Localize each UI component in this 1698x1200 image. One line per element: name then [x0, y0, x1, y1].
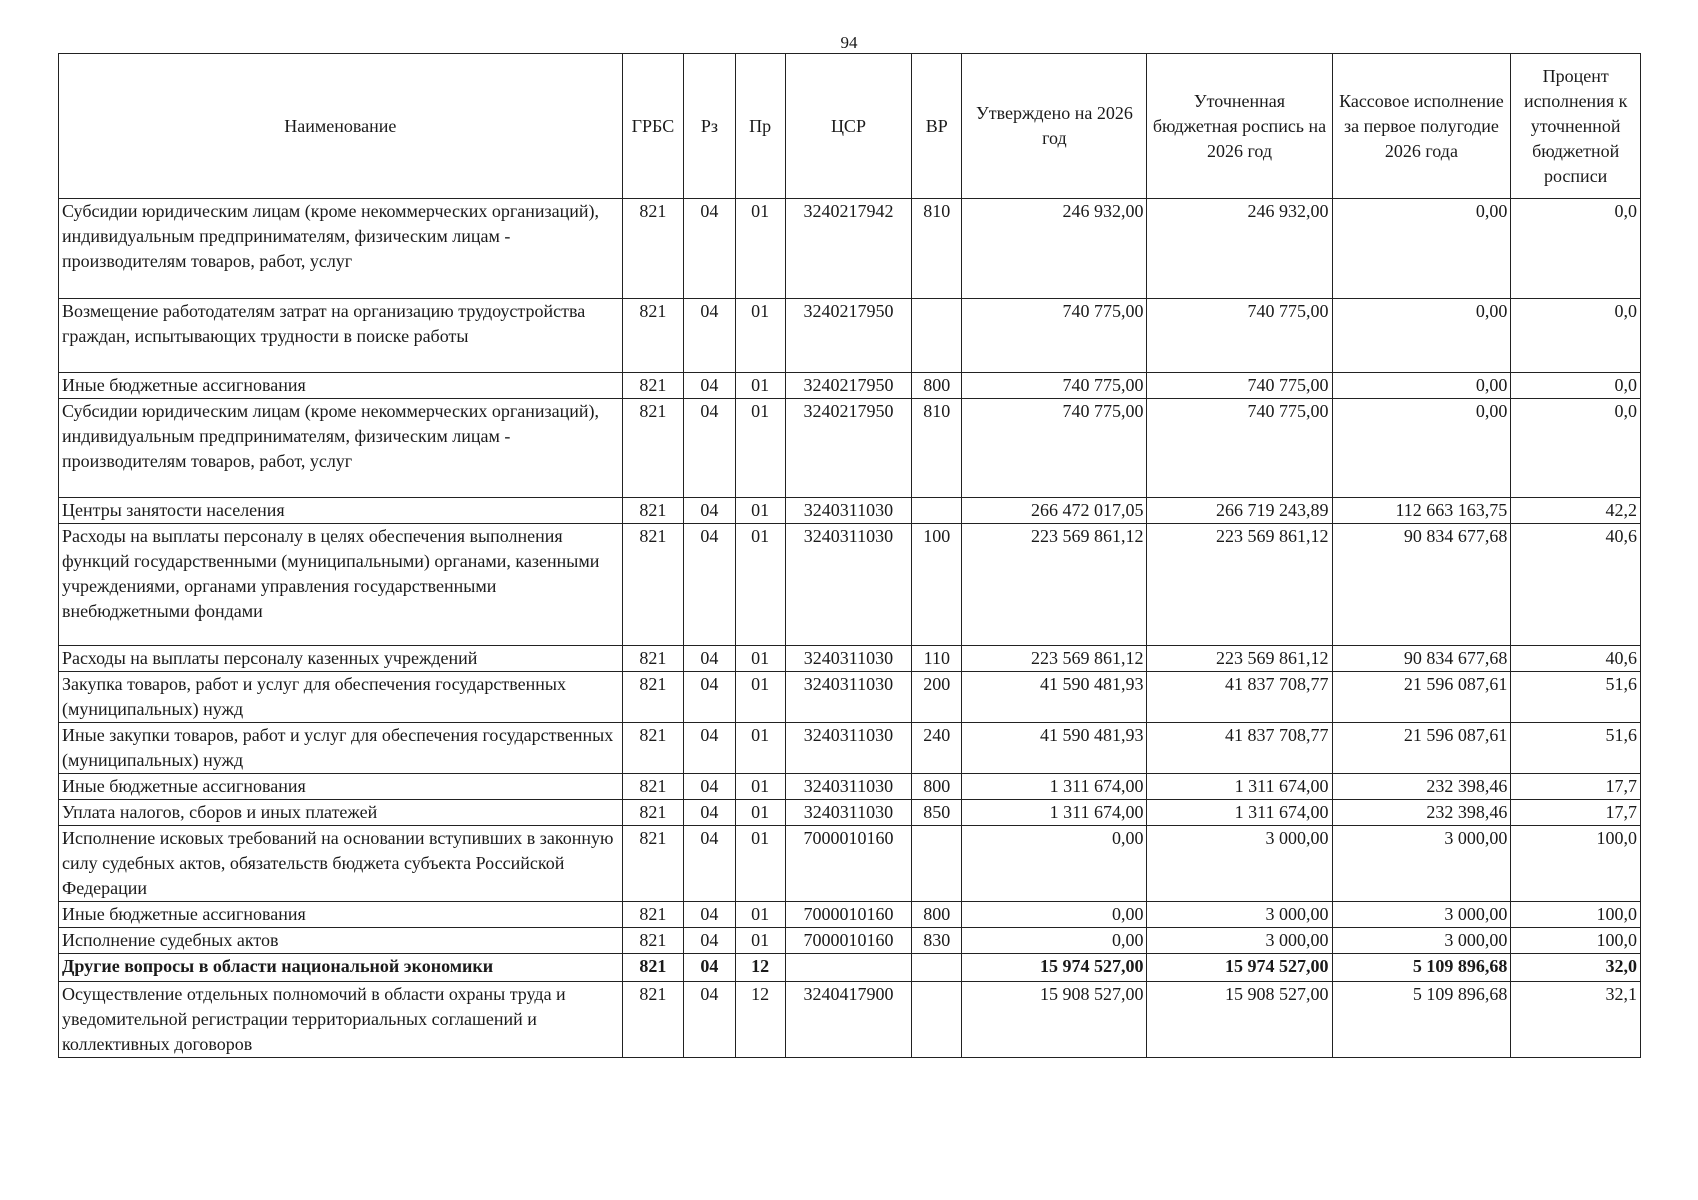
row-cash: 21 596 087,61: [1332, 723, 1511, 774]
page-number: 94: [840, 33, 858, 52]
row-refined: 740 775,00: [1147, 373, 1332, 399]
row-vr: 850: [912, 800, 962, 826]
row-csr: 7000010160: [785, 928, 912, 954]
header-name: Наименование: [59, 54, 623, 199]
row-approved: 0,00: [962, 928, 1147, 954]
row-grbs: 821: [622, 826, 684, 902]
row-pr: 01: [735, 928, 785, 954]
row-refined: 3 000,00: [1147, 928, 1332, 954]
row-grbs: 821: [622, 982, 684, 1058]
header-pr: Пр: [735, 54, 785, 199]
row-csr: 7000010160: [785, 902, 912, 928]
table-row: [59, 646, 1641, 672]
row-refined: 223 569 861,12: [1147, 646, 1332, 672]
row-refined: 740 775,00: [1147, 399, 1332, 498]
row-csr: 3240217950: [785, 299, 912, 373]
row-pr: 01: [735, 299, 785, 373]
row-approved: 15 908 527,00: [962, 982, 1147, 1058]
row-refined: 740 775,00: [1147, 299, 1332, 373]
row-cash: 5 109 896,68: [1332, 954, 1511, 982]
row-refined: 1 311 674,00: [1147, 800, 1332, 826]
row-csr: 3240311030: [785, 498, 912, 524]
row-percent: 42,2: [1511, 498, 1641, 524]
row-cash: 3 000,00: [1332, 902, 1511, 928]
table-row: [59, 902, 1641, 928]
table-row: [59, 723, 1641, 774]
header-cash: Кассовое исполнение за первое полугодие 2026 года: [1332, 54, 1511, 199]
row-vr: [912, 299, 962, 373]
row-percent: 40,6: [1511, 646, 1641, 672]
table-row: [59, 928, 1641, 954]
row-vr: 800: [912, 774, 962, 800]
row-name: Уплата налогов, сборов и иных платежей: [59, 800, 623, 826]
row-grbs: 821: [622, 774, 684, 800]
row-pr: 01: [735, 826, 785, 902]
row-rz: 04: [684, 199, 735, 299]
row-name: Другие вопросы в области национальной экономики: [59, 954, 623, 982]
row-pr: 01: [735, 199, 785, 299]
row-pr: 12: [735, 982, 785, 1058]
row-rz: 04: [684, 524, 735, 646]
row-rz: 04: [684, 954, 735, 982]
row-csr: [785, 954, 912, 982]
row-name: Иные закупки товаров, работ и услуг для обеспечения государственных (муниципальных) нужд: [59, 723, 623, 774]
row-pr: 01: [735, 902, 785, 928]
row-grbs: 821: [622, 928, 684, 954]
row-cash: 0,00: [1332, 399, 1511, 498]
row-percent: 32,0: [1511, 954, 1641, 982]
row-grbs: 821: [622, 954, 684, 982]
row-name: Расходы на выплаты персоналу в целях обеспечения выполнения функций государственными (муниципальными) органами, казенными учреждениями, органами управления государственными внебюджетными фондами: [59, 524, 623, 646]
row-csr: 7000010160: [785, 826, 912, 902]
row-cash: 112 663 163,75: [1332, 498, 1511, 524]
row-percent: 40,6: [1511, 524, 1641, 646]
row-pr: 01: [735, 646, 785, 672]
row-name: Субсидии юридическим лицам (кроме некоммерческих организаций), индивидуальным предпринимателям, физическим лицам - производителям товаров, работ, услуг: [59, 399, 623, 498]
table-row: [59, 299, 1641, 373]
row-rz: 04: [684, 498, 735, 524]
row-cash: 90 834 677,68: [1332, 646, 1511, 672]
row-percent: 0,0: [1511, 373, 1641, 399]
row-pr: 01: [735, 774, 785, 800]
table-row: [59, 672, 1641, 723]
row-rz: 04: [684, 399, 735, 498]
row-approved: 1 311 674,00: [962, 800, 1147, 826]
table-row: [59, 800, 1641, 826]
row-name: Закупка товаров, работ и услуг для обеспечения государственных (муниципальных) нужд: [59, 672, 623, 723]
row-cash: 21 596 087,61: [1332, 672, 1511, 723]
row-grbs: 821: [622, 399, 684, 498]
row-grbs: 821: [622, 373, 684, 399]
row-pr: 12: [735, 954, 785, 982]
row-grbs: 821: [622, 902, 684, 928]
row-pr: 01: [735, 672, 785, 723]
row-pr: 01: [735, 373, 785, 399]
row-csr: 3240311030: [785, 774, 912, 800]
row-rz: 04: [684, 982, 735, 1058]
row-vr: [912, 826, 962, 902]
row-approved: 0,00: [962, 902, 1147, 928]
row-cash: 232 398,46: [1332, 800, 1511, 826]
row-approved: 740 775,00: [962, 373, 1147, 399]
row-grbs: 821: [622, 524, 684, 646]
row-cash: 3 000,00: [1332, 826, 1511, 902]
row-grbs: 821: [622, 498, 684, 524]
row-rz: 04: [684, 373, 735, 399]
row-rz: 04: [684, 646, 735, 672]
row-csr: 3240311030: [785, 524, 912, 646]
header-grbs: ГРБС: [622, 54, 684, 199]
header-approved: Утверждено на 2026 год: [962, 54, 1147, 199]
row-approved: 15 974 527,00: [962, 954, 1147, 982]
row-rz: 04: [684, 723, 735, 774]
row-rz: 04: [684, 928, 735, 954]
row-cash: 232 398,46: [1332, 774, 1511, 800]
row-csr: 3240311030: [785, 672, 912, 723]
row-vr: 800: [912, 373, 962, 399]
row-name: Расходы на выплаты персоналу казенных учреждений: [59, 646, 623, 672]
row-grbs: 821: [622, 299, 684, 373]
row-rz: 04: [684, 299, 735, 373]
header-vr: ВР: [912, 54, 962, 199]
header-csr: ЦСР: [785, 54, 912, 199]
row-approved: 246 932,00: [962, 199, 1147, 299]
table-header-row: [59, 54, 1641, 199]
row-csr: 3240217950: [785, 373, 912, 399]
row-refined: 1 311 674,00: [1147, 774, 1332, 800]
row-vr: 110: [912, 646, 962, 672]
row-percent: 17,7: [1511, 800, 1641, 826]
row-percent: 0,0: [1511, 399, 1641, 498]
row-cash: 5 109 896,68: [1332, 982, 1511, 1058]
row-vr: 810: [912, 399, 962, 498]
row-percent: 100,0: [1511, 902, 1641, 928]
row-csr: 3240217942: [785, 199, 912, 299]
row-pr: 01: [735, 498, 785, 524]
row-approved: 41 590 481,93: [962, 672, 1147, 723]
row-percent: 17,7: [1511, 774, 1641, 800]
row-vr: 800: [912, 902, 962, 928]
row-refined: 41 837 708,77: [1147, 672, 1332, 723]
row-rz: 04: [684, 800, 735, 826]
row-approved: 41 590 481,93: [962, 723, 1147, 774]
header-rz: Рз: [684, 54, 735, 199]
row-name: Субсидии юридическим лицам (кроме некоммерческих организаций), индивидуальным предпринимателям, физическим лицам - производителям товаров, работ, услуг: [59, 199, 623, 299]
table-row: [59, 524, 1641, 646]
row-vr: 240: [912, 723, 962, 774]
table-row: [59, 498, 1641, 524]
row-csr: 3240217950: [785, 399, 912, 498]
row-refined: 223 569 861,12: [1147, 524, 1332, 646]
row-vr: [912, 954, 962, 982]
row-pr: 01: [735, 399, 785, 498]
row-name: Центры занятости населения: [59, 498, 623, 524]
table-row: [59, 399, 1641, 498]
row-vr: 200: [912, 672, 962, 723]
row-percent: 100,0: [1511, 826, 1641, 902]
row-rz: 04: [684, 672, 735, 723]
row-cash: 0,00: [1332, 373, 1511, 399]
row-approved: 740 775,00: [962, 399, 1147, 498]
row-pr: 01: [735, 723, 785, 774]
row-name: Исполнение исковых требований на основании вступивших в законную силу судебных актов, обязательств бюджета субъекта Российской Федерации: [59, 826, 623, 902]
row-grbs: 821: [622, 723, 684, 774]
row-percent: 0,0: [1511, 199, 1641, 299]
row-rz: 04: [684, 774, 735, 800]
row-percent: 32,1: [1511, 982, 1641, 1058]
row-percent: 51,6: [1511, 723, 1641, 774]
row-approved: 223 569 861,12: [962, 524, 1147, 646]
row-percent: 0,0: [1511, 299, 1641, 373]
row-vr: [912, 498, 962, 524]
row-grbs: 821: [622, 199, 684, 299]
row-vr: 810: [912, 199, 962, 299]
row-percent: 100,0: [1511, 928, 1641, 954]
row-refined: 15 908 527,00: [1147, 982, 1332, 1058]
table-row: [59, 954, 1641, 982]
table-body: [59, 199, 1641, 1058]
row-refined: 266 719 243,89: [1147, 498, 1332, 524]
row-name: Иные бюджетные ассигнования: [59, 373, 623, 399]
row-name: Иные бюджетные ассигнования: [59, 774, 623, 800]
row-approved: 223 569 861,12: [962, 646, 1147, 672]
row-name: Возмещение работодателям затрат на организацию трудоустройства граждан, испытывающих трудности в поиске работы: [59, 299, 623, 373]
row-refined: 3 000,00: [1147, 826, 1332, 902]
row-csr: 3240311030: [785, 646, 912, 672]
row-vr: [912, 982, 962, 1058]
row-approved: 266 472 017,05: [962, 498, 1147, 524]
row-refined: 246 932,00: [1147, 199, 1332, 299]
budget-table: [58, 53, 1641, 1058]
row-name: Исполнение судебных актов: [59, 928, 623, 954]
row-grbs: 821: [622, 672, 684, 723]
row-approved: 740 775,00: [962, 299, 1147, 373]
row-csr: 3240417900: [785, 982, 912, 1058]
header-refined: Уточненная бюджетная роспись на 2026 год: [1147, 54, 1332, 199]
table-row: [59, 982, 1641, 1058]
row-cash: 3 000,00: [1332, 928, 1511, 954]
row-grbs: 821: [622, 800, 684, 826]
table-row: [59, 826, 1641, 902]
row-percent: 51,6: [1511, 672, 1641, 723]
row-cash: 90 834 677,68: [1332, 524, 1511, 646]
row-grbs: 821: [622, 646, 684, 672]
row-refined: 15 974 527,00: [1147, 954, 1332, 982]
row-rz: 04: [684, 826, 735, 902]
row-csr: 3240311030: [785, 800, 912, 826]
row-refined: 3 000,00: [1147, 902, 1332, 928]
row-refined: 41 837 708,77: [1147, 723, 1332, 774]
row-vr: 100: [912, 524, 962, 646]
table-row: [59, 199, 1641, 299]
row-name: Осуществление отдельных полномочий в области охраны труда и уведомительной регистрации территориальных соглашений и коллективных договоров: [59, 982, 623, 1058]
row-approved: 0,00: [962, 826, 1147, 902]
row-pr: 01: [735, 524, 785, 646]
row-vr: 830: [912, 928, 962, 954]
row-rz: 04: [684, 902, 735, 928]
row-cash: 0,00: [1332, 299, 1511, 373]
table-row: [59, 774, 1641, 800]
table-row: [59, 373, 1641, 399]
row-pr: 01: [735, 800, 785, 826]
row-csr: 3240311030: [785, 723, 912, 774]
header-percent: Процент исполнения к уточненной бюджетной росписи: [1511, 54, 1641, 199]
row-approved: 1 311 674,00: [962, 774, 1147, 800]
row-cash: 0,00: [1332, 199, 1511, 299]
row-name: Иные бюджетные ассигнования: [59, 902, 623, 928]
